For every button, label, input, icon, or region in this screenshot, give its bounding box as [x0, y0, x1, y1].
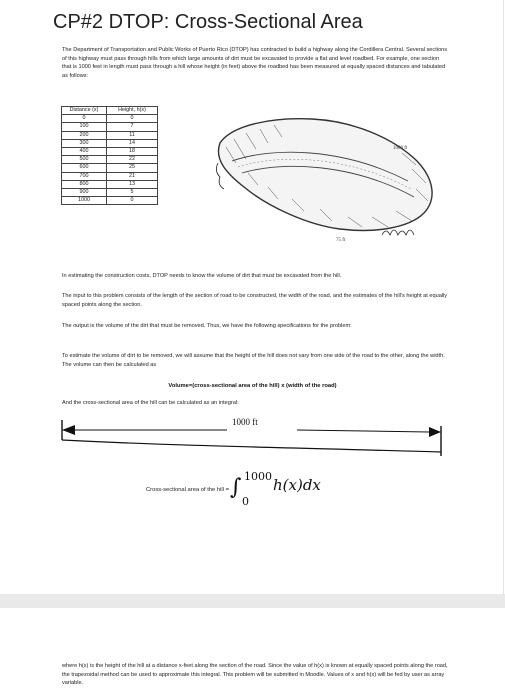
distance-cell: 600 [62, 164, 107, 172]
column-header-height: Height, h(x) [107, 107, 158, 115]
distance-cell: 200 [62, 131, 107, 139]
table-row [62, 131, 158, 139]
height-cell: 7 [107, 123, 158, 131]
page-separator [0, 594, 505, 608]
integral-lower-limit: 0 [242, 495, 249, 508]
height-cell: 0 [107, 197, 158, 205]
paragraph-cost: In estimating the construction costs, DTOP needs to know the volume of dirt that must be excavated from the hill. [62, 273, 342, 279]
height-cell: 18 [107, 148, 158, 156]
paragraph-input: The input to this problem consists of the length of the section of road to be constructed, the width of the road, and the estimates of the hill's height at equally spaced points along the section. [62, 293, 448, 308]
distance-cell: 400 [62, 148, 107, 156]
column-header-distance: Distance (x) [62, 107, 107, 115]
figure-length-label: 1000 ft [393, 146, 408, 151]
height-table [61, 106, 158, 205]
cross-section-intro: And the cross-sectional area of the hill can be calculated as an integral: [62, 400, 239, 406]
paragraph-assumption: To estimate the volume of dirt to be removed, we will assume that the height of the hill does not vary from one side of the road to the other, along the width. The volume can then be calculated as [62, 353, 445, 368]
distance-cell: 500 [62, 156, 107, 164]
distance-cell: 800 [62, 180, 107, 188]
height-cell: 5 [107, 189, 158, 197]
table-row [62, 148, 158, 156]
table-row [62, 156, 158, 164]
volume-formula: Volume=(cross-sectional area of the hill) x (width of the road) [168, 383, 337, 389]
page-2 [0, 608, 505, 700]
table-header-row [62, 107, 158, 115]
table-row [62, 180, 158, 188]
distance-cell: 300 [62, 139, 107, 147]
table-row [62, 197, 158, 205]
distance-label: 1000 ft [232, 417, 258, 427]
table-row [62, 115, 158, 123]
distance-cell: 1000 [62, 197, 107, 205]
distance-cell: 0 [62, 115, 107, 123]
intro-paragraph: The Department of Transportation and Public Works of Puerto Rico (DTOP) has contracted to build a highway along the Cordillera Central. Several sections of this highway must pass through hills from which large amounts of dirt must be excavated to provide a flat and level roadbed. For example, one section that is 1000 feet in length must pass through a hill whose height (in feet) above the roadbed has been measured at equally spaced distances and tabulated as follows: [62, 47, 448, 79]
footer-paragraph: where h(x) is the height of the hill at a distance x-feet along the section of the road. Since the value of h(x) is known at equally spaced points along the road, the trapezoidal method can be used to approximate this integral. This problem will be submitted in Moodle. Values of x and h(x) will be fed by user as array variable. [62, 663, 448, 687]
table-row [62, 164, 158, 172]
integral-sign: ∫ [230, 475, 242, 500]
height-cell: 0 [107, 115, 158, 123]
distance-cell: 100 [62, 123, 107, 131]
paragraph-output: The output is the volume of the dirt that must be removed. Thus, we have the following specifications for the problem: [62, 323, 352, 329]
table-row [62, 189, 158, 197]
table-row [62, 139, 158, 147]
height-cell: 14 [107, 139, 158, 147]
distance-cell: 700 [62, 172, 107, 180]
height-cell: 21 [107, 172, 158, 180]
integral-formula [146, 470, 406, 510]
integrand: h(x)dx [273, 476, 321, 494]
integral-upper-limit: 1000 [244, 470, 272, 483]
height-cell: 25 [107, 164, 158, 172]
distance-cell: 900 [62, 189, 107, 197]
integral-label: Cross-sectional area of the hill = [146, 487, 229, 493]
height-cell: 11 [107, 131, 158, 139]
table-row [62, 123, 158, 131]
table-row [62, 172, 158, 180]
hill-illustration [212, 103, 442, 248]
height-cell: 22 [107, 156, 158, 164]
page-title: CP#2 DTOP: Cross-Sectional Area [53, 11, 363, 33]
height-cell: 13 [107, 180, 158, 188]
figure-width-label: 75 ft [336, 238, 346, 243]
